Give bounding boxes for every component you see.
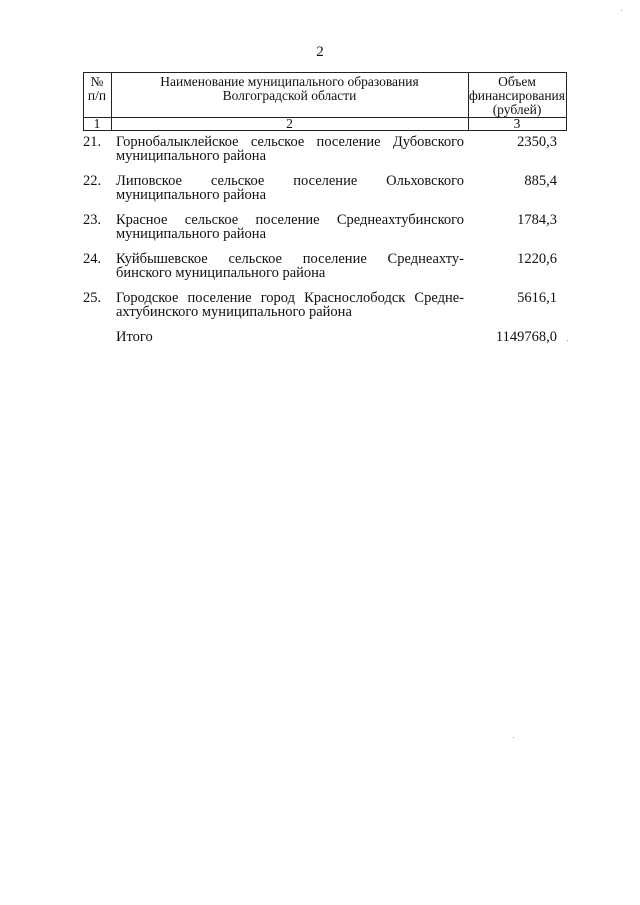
column-index: 3 <box>513 116 521 131</box>
municipality-name-line: Городское поселение город Краснослободск Средне- <box>116 290 464 306</box>
header-num-line: п/п <box>87 88 107 103</box>
page-number: 2 <box>316 44 324 60</box>
header-amount-line: (рублей) <box>492 102 542 117</box>
header-num-line: № <box>90 74 104 89</box>
table-right-border <box>566 118 567 130</box>
municipality-name-line: бинского муниципального района <box>116 265 326 281</box>
municipality-name-line: муниципального района <box>116 187 266 203</box>
table-row <box>83 252 567 291</box>
table-header <box>83 72 567 118</box>
scan-speck <box>621 10 622 11</box>
table-row <box>83 135 567 174</box>
municipality-name-line: Красное сельское поселение Среднеахтубинского <box>116 212 464 228</box>
municipality-name <box>116 174 464 202</box>
total-label: Итого <box>116 329 153 345</box>
funding-table <box>83 72 567 350</box>
header-num <box>83 75 111 103</box>
funding-amount: 5616,1 <box>517 290 557 306</box>
column-index: 1 <box>93 116 101 131</box>
header-amount <box>468 75 566 117</box>
header-name-line: Наименование муниципального образования <box>160 74 419 89</box>
funding-amount: 885,4 <box>524 173 557 189</box>
municipality-name-line: Куйбышевское сельское поселение Среднеахту- <box>116 251 464 267</box>
scan-speck <box>567 340 568 341</box>
total-row <box>83 330 567 350</box>
row-number: 23. <box>83 212 102 228</box>
scan-speck <box>513 737 514 738</box>
municipality-name <box>116 252 464 280</box>
header-amount-line: финансирования <box>469 88 565 103</box>
total-amount: 1149768,0 <box>495 329 557 345</box>
municipality-name-line: муниципального района <box>116 148 266 164</box>
municipality-name <box>116 213 464 241</box>
row-number: 24. <box>83 251 102 267</box>
funding-amount: 1784,3 <box>517 212 557 228</box>
row-number: 22. <box>83 173 102 189</box>
municipality-name <box>116 291 464 319</box>
table-row <box>83 174 567 213</box>
table-right-border <box>566 73 567 117</box>
table-row <box>83 291 567 330</box>
header-amount-line: Объем <box>498 74 536 89</box>
header-name-line: Волгоградской области <box>222 88 357 103</box>
funding-amount: 1220,6 <box>517 251 557 267</box>
row-number: 25. <box>83 290 102 306</box>
header-name <box>111 75 468 103</box>
table-body <box>83 135 567 350</box>
municipality-name-line: муниципального района <box>116 226 266 242</box>
funding-amount: 2350,3 <box>517 134 557 150</box>
municipality-name <box>116 135 464 163</box>
row-number: 21. <box>83 134 102 150</box>
municipality-name-line: ахтубинского муниципального района <box>116 304 352 320</box>
municipality-name-line: Горнобалыклейское сельское поселение Дубовского <box>116 134 464 150</box>
municipality-name-line: Липовское сельское поселение Ольховского <box>116 173 464 189</box>
column-index: 2 <box>286 116 293 131</box>
column-index-row <box>83 118 567 131</box>
table-row <box>83 213 567 252</box>
